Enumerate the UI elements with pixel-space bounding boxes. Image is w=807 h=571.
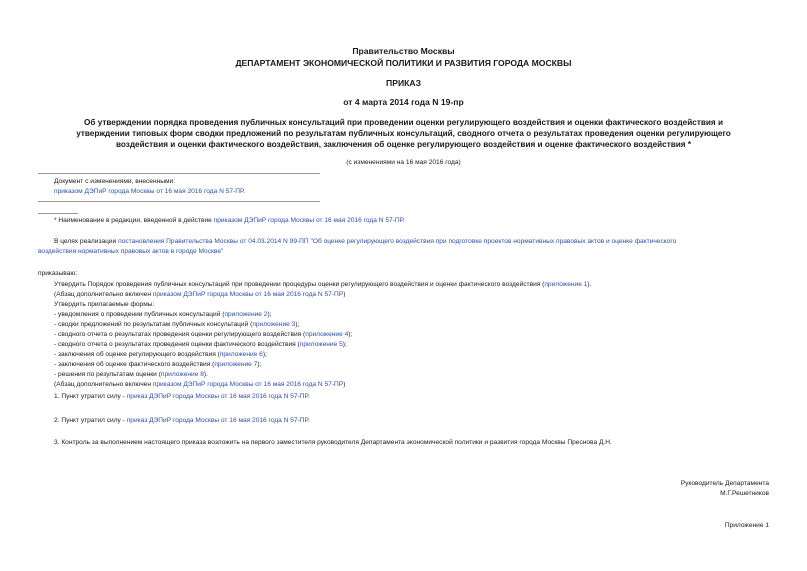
form-item-6	[54, 360, 261, 369]
amend-box-bottom-rule	[38, 201, 320, 202]
form-item-3-link[interactable]: приложение 4	[305, 331, 349, 338]
doc-title-line-2: утверждении типовых форм сводки предложений по результатам публичных консультаций, сводного отчета о результатах проведения оценки регулирующего	[76, 129, 731, 138]
amend-box-top-rule	[38, 173, 320, 174]
item-3: 3. Контроль за выполнением настоящего приказа возложить на первого заместителя руководителя Департамента экономической политики и развития города Москвы Преснова Д.Н.	[54, 439, 612, 446]
item-abz2	[54, 380, 345, 389]
form-item-5-link[interactable]: приложение 6	[219, 351, 263, 358]
footnote-link[interactable]: приказом ДЭПиР города Москвы от 16 мая 2016 года N 57-ПР.	[213, 217, 405, 224]
form-item-1-suffix: );	[267, 311, 272, 318]
footnote-rule	[38, 213, 78, 214]
item-abz1-suffix: )	[343, 291, 346, 298]
form-item-6-link[interactable]: приложение 7	[214, 361, 258, 368]
item-lost-1-link[interactable]: приказ ДЭПиР города Москвы от 16 мая 2016 года N 57-ПР.	[126, 393, 310, 400]
item-lost-1	[54, 392, 310, 401]
preamble	[54, 237, 770, 247]
form-item-5-text: - заключения об оценке регулирующего воздействия (	[54, 351, 220, 358]
form-item-3-text: - сводного отчета о результатах проведения оценки регулирующего воздействия (	[54, 331, 306, 338]
preamble-text: В целях реализации	[54, 238, 119, 245]
footnote	[54, 216, 405, 225]
form-item-7-text: - решения по результатам оценки (	[54, 371, 161, 378]
doc-title-line-3: воздействия и оценки фактического воздействия, заключения об оценке регулирующего воздействия и оценке фактического воздействия *	[115, 140, 692, 149]
form-item-2-text: - сводки предложений по результатам публичных консультаций (	[54, 321, 253, 328]
signature-name: М.Г.Решетников	[720, 490, 769, 497]
form-item-5	[54, 350, 267, 359]
item-lost-2	[54, 416, 310, 425]
form-item-1	[54, 310, 272, 319]
form-item-4-link[interactable]: приложение 5	[299, 341, 343, 348]
footnote-text: * Наименование в редакции, введенной в действие	[54, 217, 214, 224]
form-item-4-text: - сводного отчета о результатах проведения оценки фактического воздействия (	[54, 341, 300, 348]
form-item-4-suffix: );	[342, 341, 347, 348]
item-abz1-text: (Абзац дополнительно включен	[54, 291, 153, 298]
item-lost-2-text: 2. Пункт утратил силу -	[54, 417, 127, 424]
item-p1	[54, 280, 591, 289]
form-item-1-text: - уведомления о проведении публичных консультаций (	[54, 311, 225, 318]
form-item-2	[54, 320, 299, 329]
item-abz2-suffix: )	[343, 381, 346, 388]
form-item-6-text: - заключения об оценке фактического воздействия (	[54, 361, 215, 368]
department-name: ДЕПАРТАМЕНТ ЭКОНОМИЧЕСКОЙ ПОЛИТИКИ И РАЗВИТИЯ ГОРОДА МОСКВЫ	[235, 58, 572, 68]
changes-note: (с изменениями на 16 мая 2016 года)	[346, 159, 461, 166]
form-item-3	[54, 330, 352, 339]
form-item-6-suffix: );	[257, 361, 262, 368]
doc-title-line-1: Об утверждении порядка проведения публичных консультаций при проведении оценки регулирующего воздействия и оценки фактического воздействия и	[84, 118, 723, 127]
forms-intro: Утвердить прилагаемые формы:	[54, 301, 155, 308]
doc-title	[0, 117, 807, 150]
doc-date-number: от 4 марта 2014 года N 19-пр	[343, 97, 464, 107]
item-abz1	[54, 290, 345, 299]
item-abz2-link[interactable]: приказом ДЭПиР города Москвы от 16 мая 2016 года N 57-ПР	[152, 381, 344, 388]
gov-name: Правительство Москвы	[352, 46, 455, 56]
form-item-7-link[interactable]: приложение 8	[160, 371, 204, 378]
signature-position: Руководитель Департамента	[680, 480, 769, 487]
form-item-1-link[interactable]: приложение 2	[224, 311, 268, 318]
form-item-4	[54, 340, 347, 349]
item-p1-suffix: ).	[587, 281, 592, 288]
form-item-7	[54, 370, 208, 379]
doc-type: ПРИКАЗ	[386, 78, 421, 88]
form-item-3-suffix: );	[348, 331, 353, 338]
item-p1-link[interactable]: приложение 1	[544, 281, 588, 288]
item-abz2-text: (Абзац дополнительно включен	[54, 381, 153, 388]
preamble-link-cont[interactable]: воздействия нормативных правовых актов в городе Москве"	[38, 248, 224, 255]
form-item-5-suffix: );	[262, 351, 267, 358]
item-p1-text: Утвердить Порядок проведения публичных консультаций при проведении процедуры оценки регулирующего воздействия и оценки фактического воздействия (	[54, 281, 545, 288]
amend-box-title: Документ с изменениями, внесенными:	[54, 178, 176, 185]
item-abz1-link[interactable]: приказом ДЭПиР города Москвы от 16 мая 2016 года N 57-ПР	[152, 291, 344, 298]
order-word: приказываю:	[38, 270, 78, 277]
preamble-link[interactable]: постановления Правительства Москвы от 04.03.2014 N 99-ПП "Об оценке регулирующего воздействия при подготовке проектов нормативных правовых актов и оценке фактического	[118, 238, 677, 245]
form-item-7-suffix: ).	[203, 371, 208, 378]
appendix-label: Приложение 1	[724, 522, 769, 529]
form-item-2-link[interactable]: приложение 3	[252, 321, 296, 328]
item-lost-1-text: 1. Пункт утратил силу -	[54, 393, 127, 400]
amend-box-link[interactable]: приказом ДЭПиР города Москвы от 16 мая 2016 года N 57-ПР.	[54, 188, 245, 195]
form-item-2-suffix: );	[295, 321, 300, 328]
item-lost-2-link[interactable]: приказ ДЭПиР города Москвы от 16 мая 2016 года N 57-ПР.	[126, 417, 310, 424]
